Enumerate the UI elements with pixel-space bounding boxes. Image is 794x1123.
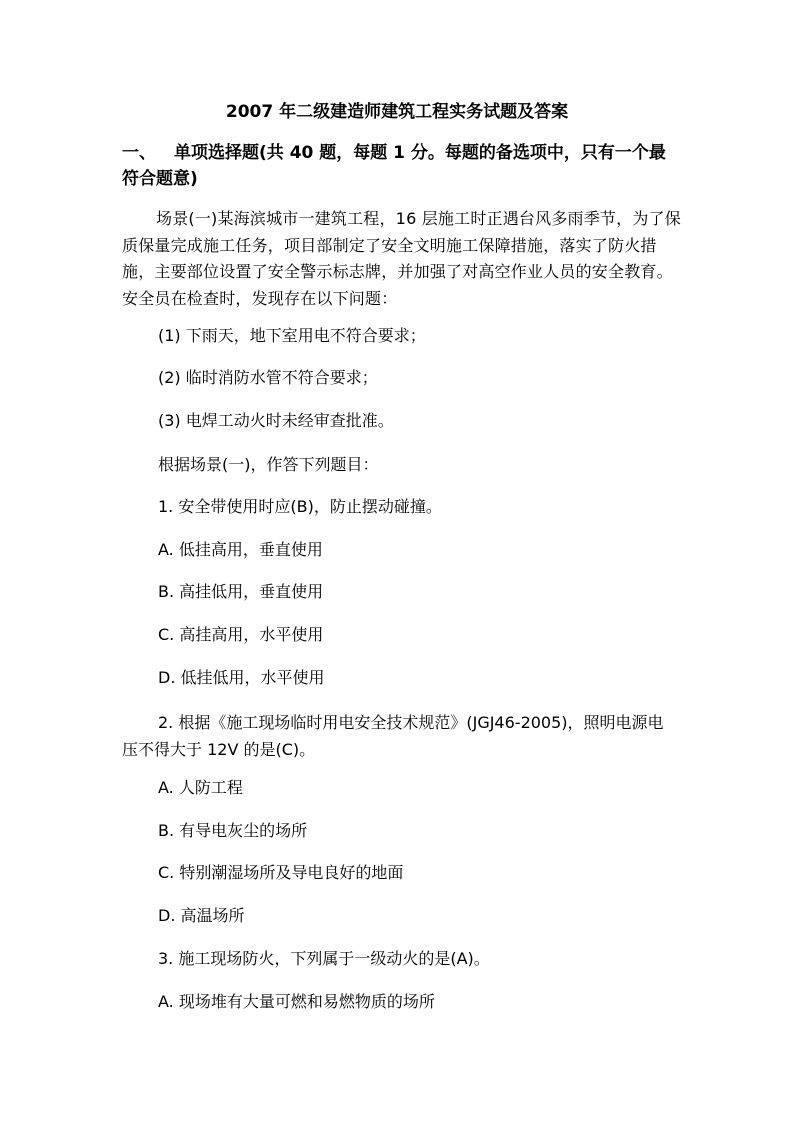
section-heading-text: 单项选择题(共 40 题，每题 1 分。每题的备选项中，只有一个最符合题意) [122,143,666,189]
question-1-stem: 1. 安全带使用时应(B)，防止摆动碰撞。 [158,497,442,516]
scenario-paragraph: 场景(一)某海滨城市一建筑工程，16 层施工时正遇台风多雨季节，为了保质保量完成施工任务，项目部制定了安全文明施工保障措施，落实了防火措施，主要部位设置了安全警示标志牌，并加强了对高空作业人员的安全教育。安全员在检查时，发现存在以下问题： [122,209,681,308]
question-1-option-d: D. 低挂低用，水平使用 [158,668,325,687]
question-2-option-b: B. 有导电灰尘的场所 [158,821,308,840]
section-heading [122,140,682,192]
problem-item-2: (2) 临时消防水管不符合要求； [158,368,378,387]
question-1-option-b: B. 高挂低用，垂直使用 [158,582,324,601]
question-2-stem: 2. 根据《施工现场临时用电安全技术规范》(JGJ46-2005)，照明电源电压不得大于 12V 的是(C)。 [122,713,664,759]
document-title: 2007 年二级建造师建筑工程实务试题及答案 [225,102,569,122]
question-1-option-c: C. 高挂高用，水平使用 [158,625,324,644]
instruction-text: 根据场景(一)，作答下列题目： [158,455,379,474]
question-3-stem: 3. 施工现场防火，下列属于一级动火的是(A)。 [158,949,490,968]
question-1-option-a: A. 低挂高用，垂直使用 [158,540,323,559]
question-2-option-c: C. 特别潮湿场所及导电良好的地面 [158,863,404,882]
question-3-option-a: A. 现场堆有大量可燃和易燃物质的场所 [158,992,435,1011]
question-2-option-a: A. 人防工程 [158,778,243,797]
problem-item-1: (1) 下雨天，地下室用电不符合要求； [158,326,426,345]
problem-item-3: (3) 电焊工动火时未经审查批准。 [158,411,394,430]
question-2-option-d: D. 高温场所 [158,906,245,925]
section-number: 一、 [122,143,156,163]
